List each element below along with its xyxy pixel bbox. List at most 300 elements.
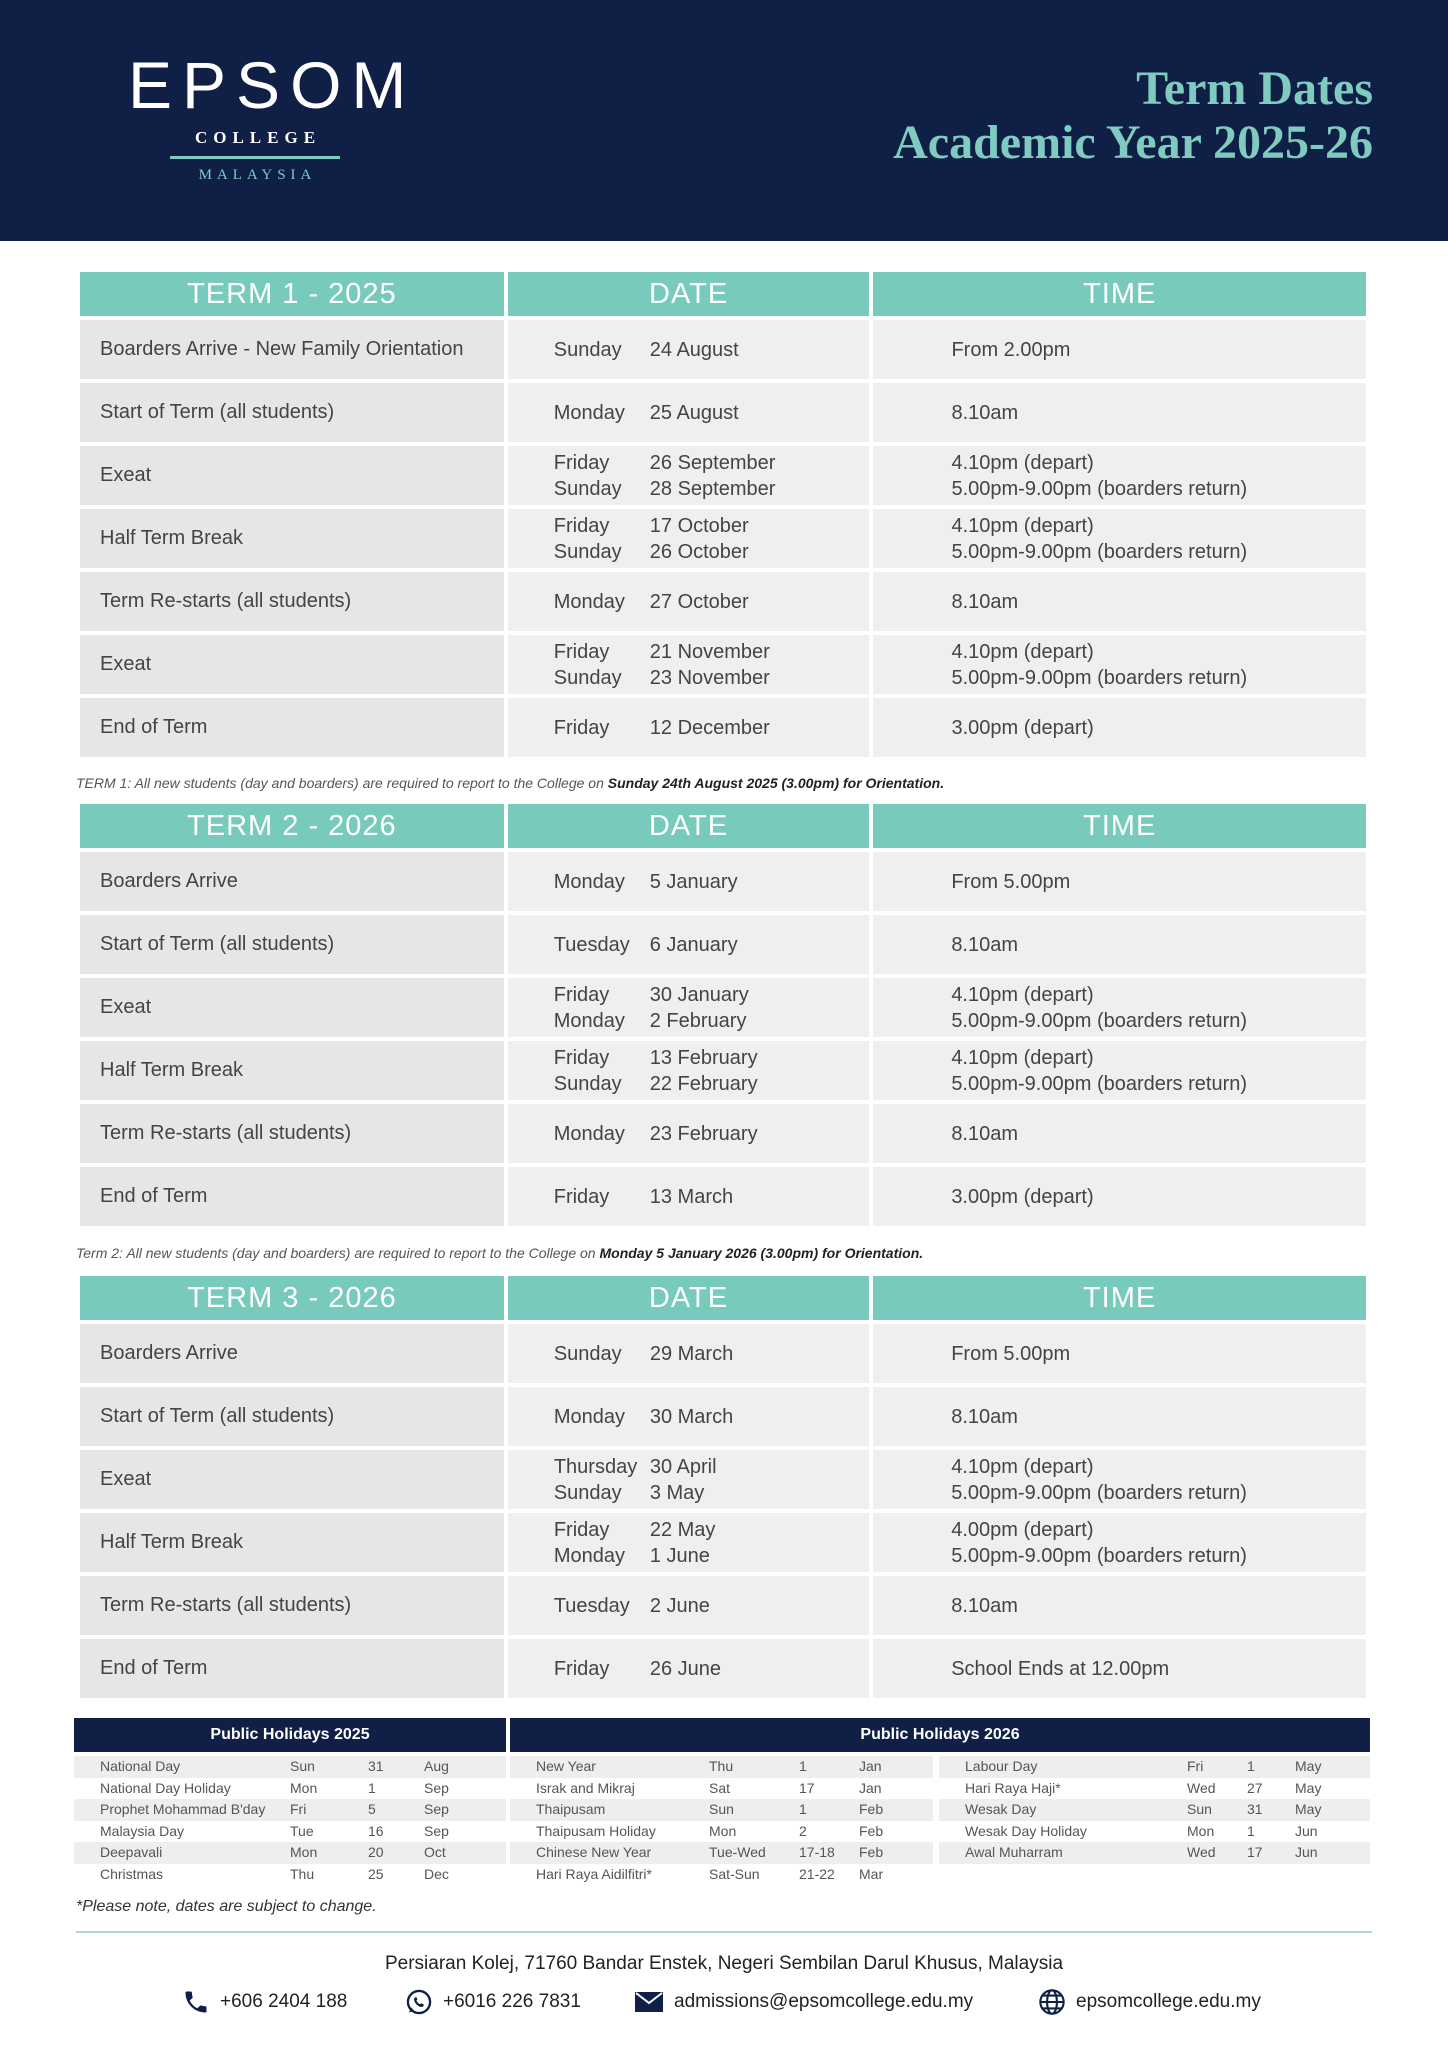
day: Friday: [553, 1185, 610, 1208]
day: Sunday: [553, 1481, 622, 1504]
holiday-name: Thaipusam Holiday: [536, 1822, 656, 1839]
time: 4.10pm (depart): [951, 1455, 1094, 1478]
day: Sunday: [553, 338, 622, 361]
holiday-row: [939, 1842, 1370, 1864]
day: Monday: [553, 1405, 625, 1428]
event-label: Half Term Break: [100, 527, 244, 549]
event-cell: [80, 1639, 504, 1698]
date-cell: [508, 1639, 869, 1698]
time-cell: [873, 1104, 1366, 1163]
globe-icon: [1038, 1988, 1066, 2016]
event-cell: [80, 1167, 504, 1226]
date: 26 October: [649, 540, 749, 563]
time-cell: [873, 1387, 1366, 1446]
logo-rule: [170, 156, 340, 159]
date: 27 October: [649, 590, 749, 613]
holiday-name: National Day: [100, 1758, 181, 1774]
table-row: [80, 978, 1366, 1037]
date: 13 March: [649, 1185, 734, 1208]
event-cell: [80, 1041, 504, 1100]
event-cell: [80, 698, 504, 757]
date: 23 February: [649, 1122, 758, 1145]
event-label: Start of Term (all students): [100, 401, 335, 423]
event-label: End of Term: [100, 1185, 208, 1207]
date-cell: [508, 698, 870, 757]
event-label: Boarders Arrive: [100, 1342, 238, 1364]
event-label: Term Re-starts (all students): [100, 1594, 352, 1616]
holiday-month: Jan: [859, 1779, 882, 1796]
date: 6 January: [649, 933, 738, 956]
time: 8.10am: [951, 1405, 1018, 1428]
holiday-date: 31: [368, 1758, 384, 1774]
email-icon: [634, 1990, 664, 2014]
holiday-month: May: [1295, 1758, 1322, 1774]
day: Sunday: [553, 1342, 622, 1365]
footnote: *Please note, dates are subject to change.: [76, 1898, 377, 1915]
holiday-name: New Year: [536, 1758, 596, 1774]
holiday-month: Feb: [859, 1801, 884, 1817]
holiday-day: Mon: [1187, 1822, 1215, 1839]
day: Tuesday: [553, 933, 630, 956]
holiday-name: Awal Muharram: [965, 1844, 1063, 1860]
time: 8.10am: [951, 933, 1019, 956]
event-label: Exeat: [100, 464, 152, 486]
date-cell: [508, 509, 870, 568]
holiday-date: 31: [1247, 1801, 1263, 1817]
event-label: Boarders Arrive: [100, 870, 238, 892]
date-cell: [508, 1387, 869, 1446]
contact-bar: [0, 1985, 1448, 2019]
date-cell: [508, 572, 870, 631]
date-cell: [508, 1450, 869, 1509]
time: 4.10pm (depart): [951, 514, 1094, 537]
logo-main: EPSOM: [128, 48, 417, 122]
date: 30 April: [649, 1455, 717, 1478]
time-header: TIME: [873, 1276, 1366, 1320]
day: Tuesday: [553, 1594, 630, 1617]
date: 12 December: [649, 716, 770, 739]
table-row: [80, 509, 1366, 568]
footer-divider: [76, 1931, 1372, 1933]
time: From 2.00pm: [951, 338, 1071, 361]
holiday-day: Sat-Sun: [709, 1865, 760, 1882]
date: 25 August: [649, 401, 739, 424]
time-cell: [873, 1513, 1366, 1572]
page-title: [893, 62, 1373, 170]
whatsapp-icon: [405, 1988, 433, 2016]
date: 26 June: [649, 1657, 721, 1680]
contact-website[interactable]: [1038, 1985, 1261, 2019]
day: Thursday: [553, 1455, 638, 1478]
time: 3.00pm (depart): [951, 1185, 1094, 1208]
date-cell: [508, 446, 870, 505]
holiday-row: [74, 1778, 506, 1800]
table-row: [80, 1041, 1366, 1100]
holiday-day: Tue-Wed: [709, 1844, 766, 1860]
day: Friday: [553, 451, 610, 474]
day: Friday: [553, 1518, 610, 1541]
holiday-date: 1: [368, 1779, 376, 1796]
note-text: TERM 1: All new students (day and boarders) are required to report to the College on: [76, 775, 608, 791]
date-cell: [508, 1513, 869, 1572]
date: 26 September: [649, 451, 776, 474]
date: 2 February: [649, 1009, 747, 1032]
time-cell: [873, 446, 1366, 505]
note-bold: Monday 5 January 2026 (3.00pm) for Orientation.: [599, 1245, 924, 1261]
day: Friday: [553, 1046, 610, 1069]
event-cell: [80, 915, 504, 974]
event-cell: [80, 1324, 504, 1383]
term-title: TERM 1 - 2025: [80, 272, 504, 316]
time: 5.00pm-9.00pm (boarders return): [951, 1072, 1248, 1095]
email-address: admissions@epsomcollege.edu.my: [674, 1991, 974, 2012]
holiday-month: Dec: [424, 1865, 449, 1882]
event-label: Exeat: [100, 653, 152, 675]
holiday-row: [510, 1778, 933, 1800]
holiday-name: Prophet Mohammad B'day: [100, 1801, 266, 1817]
table-row: [80, 446, 1366, 505]
holiday-date: 17: [1247, 1844, 1263, 1860]
holiday-month: May: [1295, 1779, 1322, 1796]
phone-icon: [182, 1988, 210, 2016]
time: 4.10pm (depart): [951, 983, 1094, 1006]
time-cell: [873, 1450, 1366, 1509]
event-cell: [80, 852, 504, 911]
time-cell: [873, 978, 1366, 1037]
table-row: [80, 1576, 1366, 1635]
time: 5.00pm-9.00pm (boarders return): [951, 1544, 1247, 1567]
holiday-date: 1: [799, 1758, 807, 1774]
holidays-2025-title: Public Holidays 2025: [74, 1718, 506, 1752]
holiday-row: [939, 1799, 1370, 1821]
date-header: DATE: [508, 272, 870, 316]
date: 1 June: [649, 1544, 710, 1567]
holiday-row: [939, 1778, 1370, 1800]
event-label: Exeat: [100, 996, 152, 1018]
time-cell: [873, 1576, 1366, 1635]
holiday-name: Deepavali: [100, 1844, 163, 1860]
holiday-date: 5: [368, 1801, 376, 1817]
day: Friday: [553, 716, 610, 739]
holiday-month: Jan: [859, 1758, 882, 1774]
date: 23 November: [649, 666, 770, 689]
holiday-month: Feb: [859, 1844, 884, 1860]
holidays-2026-left: [510, 1756, 933, 1885]
phone-number: +606 2404 188: [220, 1991, 348, 2012]
note-text: Term 2: All new students (day and boarders) are required to report to the College on: [76, 1245, 600, 1261]
title-line-1: Term Dates: [1136, 62, 1373, 115]
day: Monday: [553, 401, 625, 424]
holiday-name: National Day Holiday: [100, 1779, 231, 1796]
event-cell: [80, 320, 504, 379]
date-cell: [508, 1167, 870, 1226]
holiday-day: Sat: [709, 1779, 731, 1796]
contact-email[interactable]: [634, 1985, 973, 2019]
holiday-row: [74, 1864, 506, 1886]
date: 28 September: [649, 477, 776, 500]
time: From 5.00pm: [951, 1342, 1071, 1365]
event-label: End of Term: [100, 716, 208, 738]
day: Monday: [553, 1544, 625, 1567]
event-cell: [80, 1104, 504, 1163]
holiday-row: [939, 1756, 1370, 1778]
event-cell: [80, 978, 504, 1037]
holiday-month: Oct: [424, 1844, 446, 1860]
day: Sunday: [553, 477, 622, 500]
time-cell: [873, 1639, 1366, 1698]
logo-sub: COLLEGE: [194, 128, 322, 147]
holidays-2025: [74, 1718, 506, 1885]
day: Friday: [553, 514, 610, 537]
date-header: DATE: [508, 804, 870, 848]
holiday-row: [510, 1756, 933, 1778]
day: Monday: [553, 1009, 625, 1032]
event-cell: [80, 1450, 504, 1509]
date: 21 November: [649, 640, 770, 663]
day: Friday: [553, 983, 610, 1006]
table-row: [80, 1450, 1366, 1509]
day: Sunday: [553, 1072, 622, 1095]
date-cell: [508, 1324, 869, 1383]
website-url: epsomcollege.edu.my: [1076, 1991, 1261, 2012]
event-cell: [80, 446, 504, 505]
date-cell: [508, 320, 870, 379]
holiday-date: 17-18: [799, 1844, 835, 1860]
holiday-row: [74, 1756, 506, 1778]
holiday-row: [74, 1799, 506, 1821]
event-cell: [80, 383, 504, 442]
holiday-date: 1: [799, 1801, 807, 1817]
holiday-name: Labour Day: [965, 1758, 1038, 1774]
holiday-date: 2: [799, 1822, 807, 1839]
holiday-date: 25: [368, 1865, 384, 1882]
event-label: Half Term Break: [100, 1059, 244, 1081]
time-cell: [873, 572, 1366, 631]
term-title: TERM 3 - 2026: [80, 1276, 504, 1320]
holiday-day: Wed: [1187, 1779, 1216, 1796]
page-header: [0, 0, 1448, 241]
holiday-row: [74, 1821, 506, 1843]
holiday-row: [510, 1821, 933, 1843]
term-1-note: [76, 775, 944, 791]
table-row: [80, 1513, 1366, 1572]
time-cell: [873, 1324, 1366, 1383]
term-title: TERM 2 - 2026: [80, 804, 504, 848]
event-cell: [80, 1576, 504, 1635]
holiday-date: 20: [368, 1844, 384, 1860]
time: 3.00pm (depart): [951, 716, 1094, 739]
time: 8.10am: [951, 1594, 1018, 1617]
date: 5 January: [649, 870, 738, 893]
table-row: [80, 1639, 1366, 1698]
table-row: [80, 1387, 1366, 1446]
contact-phone[interactable]: [182, 1985, 347, 2019]
event-cell: [80, 1387, 504, 1446]
holiday-month: May: [1295, 1801, 1322, 1817]
time-cell: [873, 383, 1366, 442]
holiday-name: Hari Raya Haji*: [965, 1779, 1061, 1796]
holiday-name: Israk and Mikraj: [536, 1779, 635, 1796]
holiday-month: Mar: [859, 1865, 884, 1882]
holiday-month: Feb: [859, 1822, 884, 1839]
event-label: Exeat: [100, 1468, 152, 1490]
holiday-month: Sep: [424, 1801, 449, 1817]
holiday-name: Wesak Day Holiday: [965, 1822, 1087, 1839]
holiday-day: Sun: [709, 1801, 734, 1817]
event-label: Half Term Break: [100, 1531, 244, 1553]
holiday-day: Thu: [709, 1758, 734, 1774]
holiday-name: Christmas: [100, 1865, 164, 1882]
date-cell: [508, 915, 870, 974]
holiday-month: Sep: [424, 1822, 449, 1839]
table-row: [80, 1104, 1366, 1163]
time: 4.10pm (depart): [951, 1046, 1094, 1069]
table-row: [80, 320, 1366, 379]
table-row: [80, 1324, 1366, 1383]
day: Friday: [553, 1657, 610, 1680]
date: 17 October: [649, 514, 749, 537]
logo-country: MALAYSIA: [198, 167, 317, 183]
time: 4.10pm (depart): [951, 451, 1094, 474]
holiday-day: Thu: [290, 1865, 315, 1882]
address: Persiaran Kolej, 71760 Bandar Enstek, Negeri Sembilan Darul Khusus, Malaysia: [384, 1953, 1064, 1974]
term-2-note: [76, 1245, 923, 1261]
date: 29 March: [649, 1342, 734, 1365]
holiday-month: Sep: [424, 1779, 449, 1796]
time: 5.00pm-9.00pm (boarders return): [951, 540, 1248, 563]
day: Sunday: [553, 666, 622, 689]
holiday-day: Mon: [290, 1779, 318, 1796]
time-cell: [873, 635, 1366, 694]
college-logo: [120, 48, 417, 184]
holiday-name: Malaysia Day: [100, 1822, 185, 1839]
term-1-table: [76, 268, 1370, 761]
table-row: [80, 852, 1366, 911]
date: 24 August: [649, 338, 739, 361]
event-label: Start of Term (all students): [100, 933, 335, 955]
holiday-name: Wesak Day: [965, 1801, 1037, 1817]
date-cell: [508, 1104, 870, 1163]
table-row: [80, 698, 1366, 757]
term-3-table: [76, 1272, 1370, 1702]
time: 5.00pm-9.00pm (boarders return): [951, 1009, 1248, 1032]
date-header: DATE: [508, 1276, 869, 1320]
note-bold: Sunday 24th August 2025 (3.00pm) for Orientation.: [607, 775, 945, 791]
table-row: [80, 383, 1366, 442]
day: Friday: [553, 640, 610, 663]
table-row: [80, 572, 1366, 631]
time: 4.00pm (depart): [951, 1518, 1094, 1541]
holiday-date: 21-22: [799, 1865, 835, 1882]
date: 2 June: [649, 1594, 710, 1617]
day: Monday: [553, 870, 625, 893]
event-cell: [80, 1513, 504, 1572]
title-line-2: Academic Year 2025-26: [893, 116, 1373, 169]
event-cell: [80, 509, 504, 568]
day: Sunday: [553, 540, 622, 563]
time-cell: [873, 509, 1366, 568]
time-cell: [873, 1167, 1366, 1226]
time: 8.10am: [951, 401, 1019, 424]
holiday-name: Thaipusam: [536, 1801, 606, 1817]
date: 30 January: [649, 983, 749, 1006]
date-cell: [508, 1576, 869, 1635]
event-label: End of Term: [100, 1657, 208, 1679]
date-cell: [508, 978, 870, 1037]
holiday-month: Jun: [1295, 1844, 1318, 1860]
event-cell: [80, 635, 504, 694]
date-cell: [508, 383, 870, 442]
holidays-2026: [510, 1718, 1370, 1885]
holiday-date: 27: [1247, 1779, 1263, 1796]
holiday-day: Tue: [290, 1822, 314, 1839]
time: 5.00pm-9.00pm (boarders return): [951, 477, 1248, 500]
term-rows: [80, 320, 1366, 757]
holidays-2026-title: Public Holidays 2026: [510, 1718, 1370, 1752]
date-cell: [508, 852, 870, 911]
contact-whatsapp[interactable]: [405, 1985, 581, 2019]
day: Monday: [553, 590, 625, 613]
time-header: TIME: [873, 272, 1366, 316]
table-row: [80, 1167, 1366, 1226]
event-label: Term Re-starts (all students): [100, 1122, 352, 1144]
holiday-day: Fri: [290, 1801, 307, 1817]
whatsapp-number: +6016 226 7831: [443, 1991, 581, 2012]
time-cell: [873, 1041, 1366, 1100]
term-rows: [80, 852, 1366, 1226]
time-cell: [873, 320, 1366, 379]
holiday-row: [74, 1842, 506, 1864]
holiday-row: [510, 1799, 933, 1821]
table-row: [80, 635, 1366, 694]
holiday-row: [939, 1821, 1370, 1843]
holidays-2026-right: [939, 1756, 1370, 1885]
table-row: [80, 915, 1366, 974]
holiday-row: [510, 1842, 933, 1864]
time: School Ends at 12.00pm: [951, 1657, 1170, 1680]
holiday-day: Wed: [1187, 1844, 1216, 1860]
holiday-date: 1: [1247, 1758, 1255, 1774]
holiday-date: 1: [1247, 1822, 1255, 1839]
date: 30 March: [649, 1405, 734, 1428]
date-cell: [508, 1041, 870, 1100]
holiday-day: Fri: [1187, 1758, 1204, 1774]
date: 22 May: [649, 1518, 716, 1541]
event-label: Start of Term (all students): [100, 1405, 335, 1427]
holiday-month: Jun: [1295, 1822, 1318, 1839]
holiday-day: Mon: [290, 1844, 318, 1860]
term-2-table: [76, 800, 1370, 1230]
time-cell: [873, 852, 1366, 911]
term-rows: [80, 1324, 1366, 1698]
holiday-row: [510, 1864, 933, 1886]
time: 8.10am: [951, 1122, 1019, 1145]
event-cell: [80, 572, 504, 631]
time: 4.10pm (depart): [951, 640, 1094, 663]
holiday-date: 17: [799, 1779, 815, 1796]
date: 13 February: [649, 1046, 758, 1069]
date: 22 February: [649, 1072, 758, 1095]
holiday-day: Sun: [290, 1758, 315, 1774]
event-label: Boarders Arrive - New Family Orientation: [100, 338, 464, 360]
date-cell: [508, 635, 870, 694]
date: 3 May: [649, 1481, 705, 1504]
time-cell: [873, 698, 1366, 757]
holiday-day: Sun: [1187, 1801, 1212, 1817]
time-header: TIME: [873, 804, 1366, 848]
time: 8.10am: [951, 590, 1019, 613]
time: 5.00pm-9.00pm (boarders return): [951, 1481, 1247, 1504]
